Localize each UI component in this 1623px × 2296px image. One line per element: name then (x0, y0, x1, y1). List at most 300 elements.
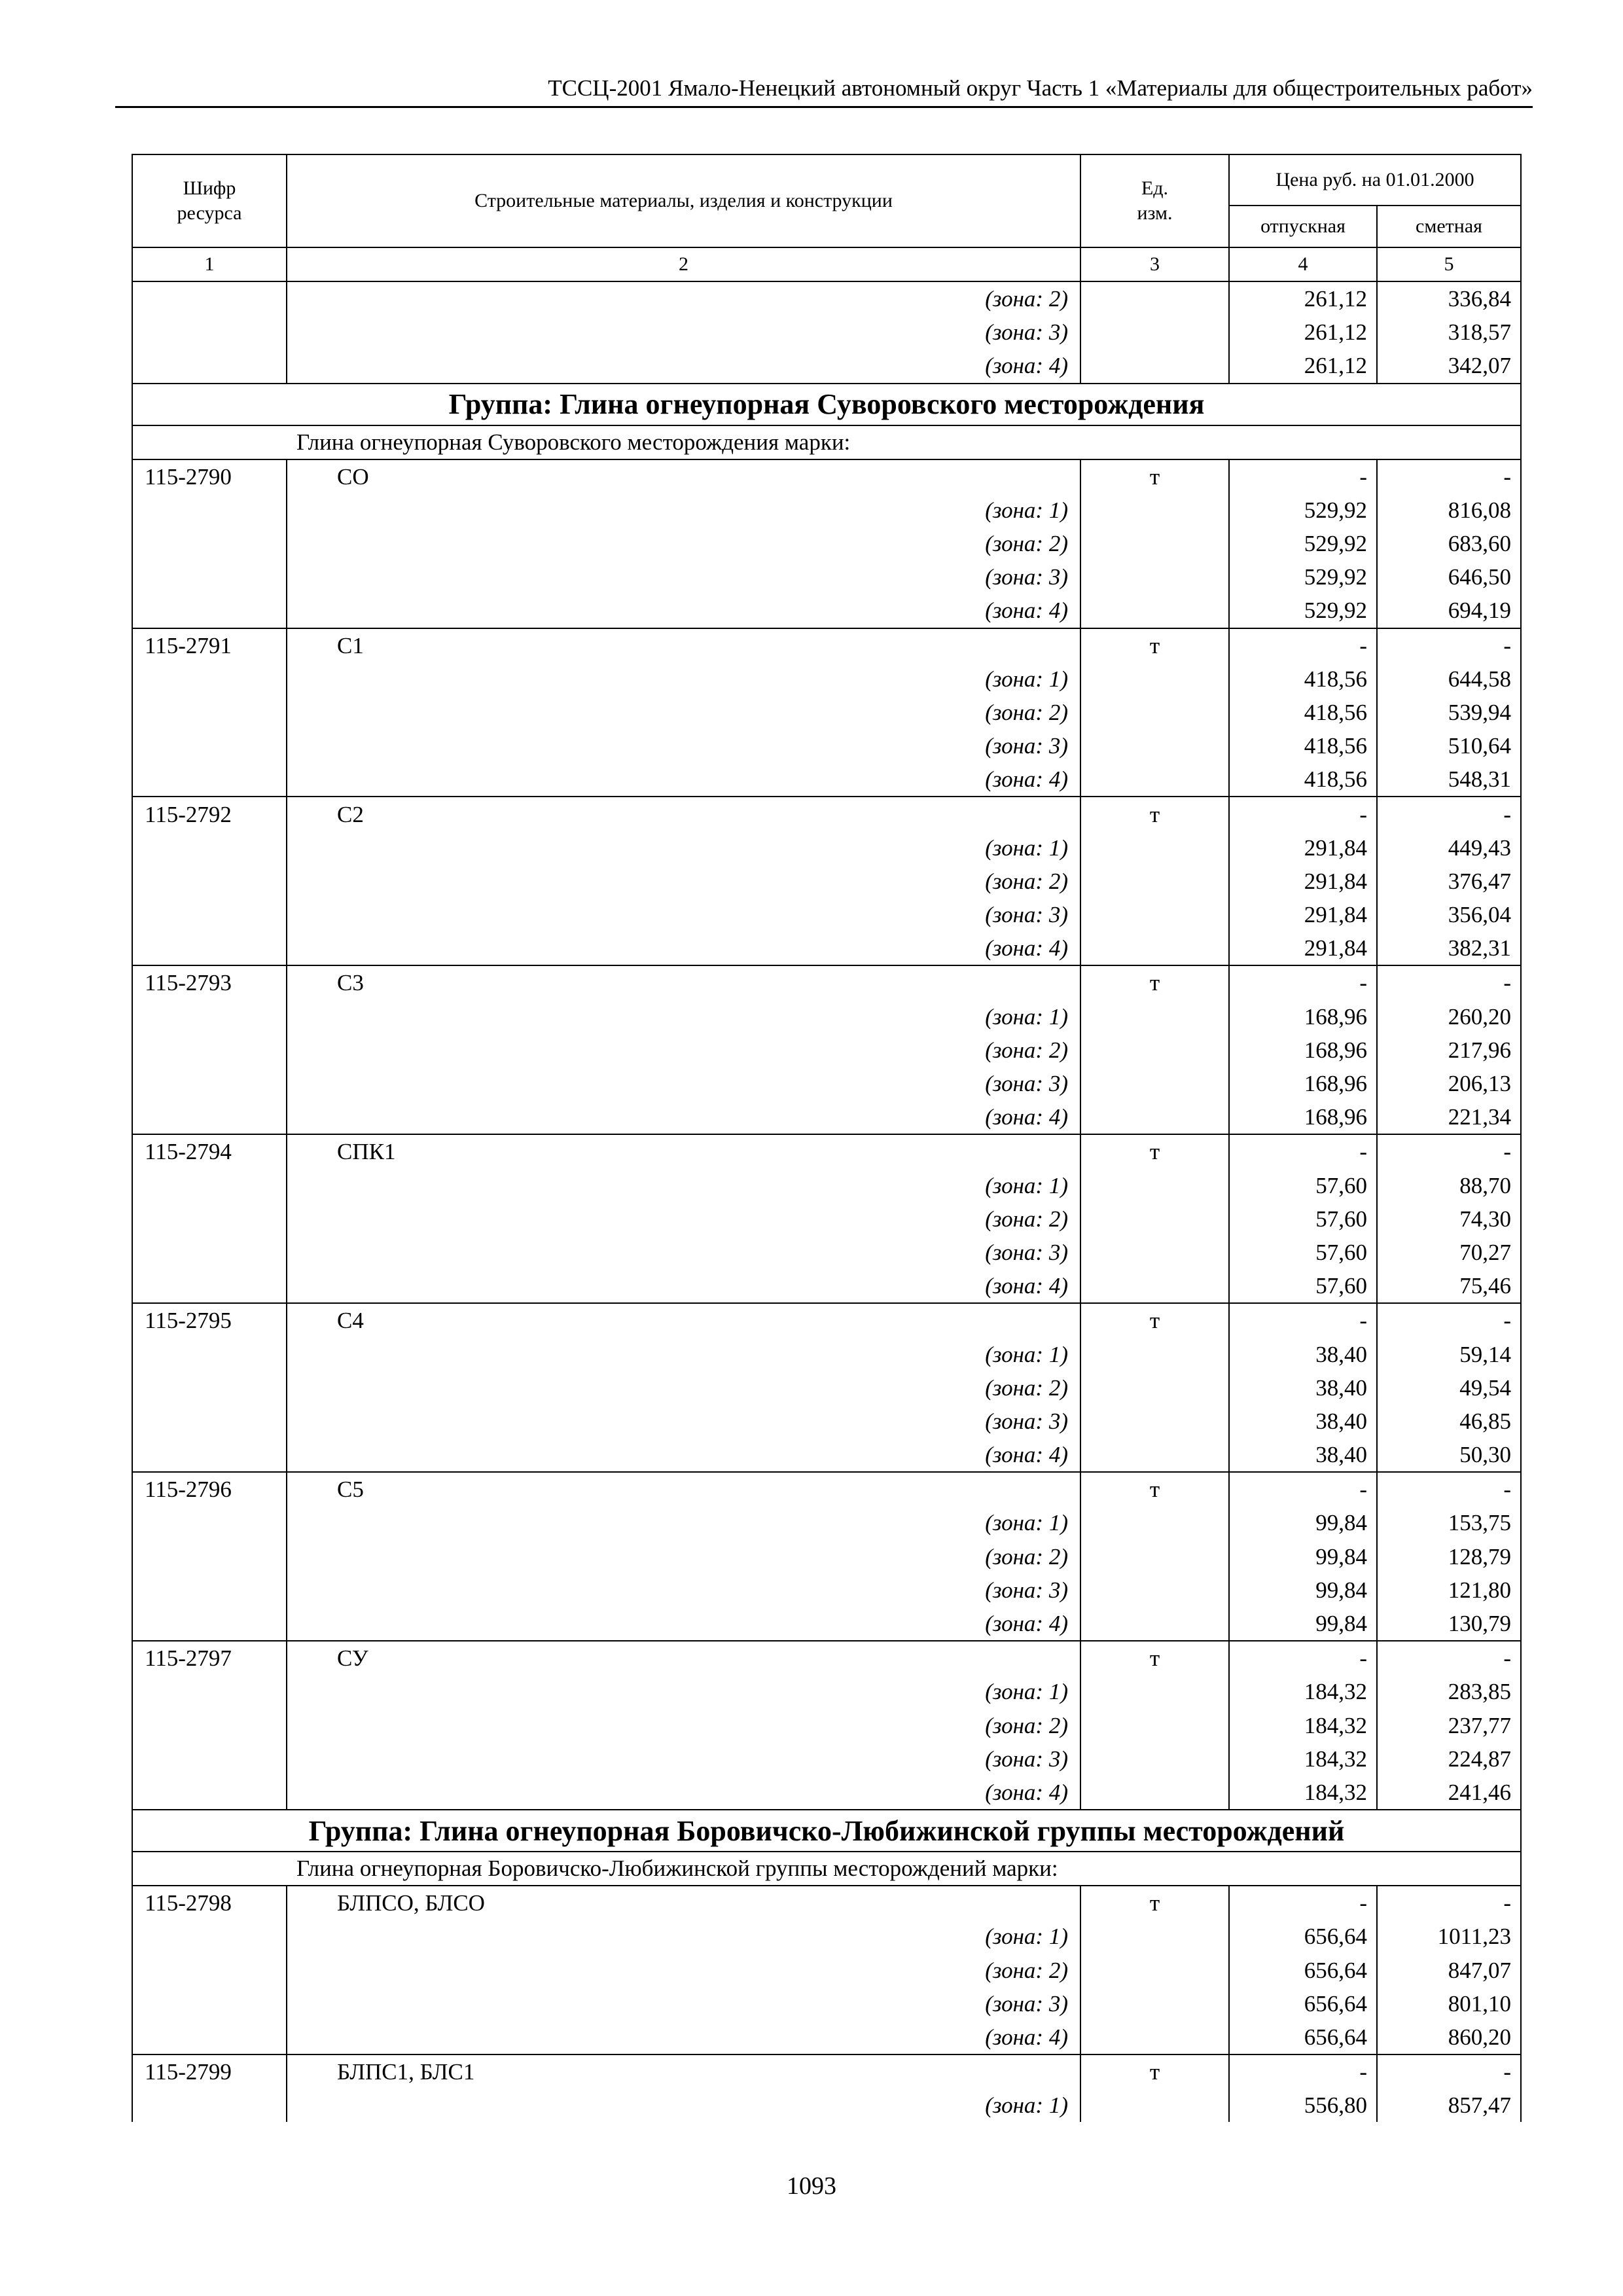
resource-name: БЛПСО, БЛСО (287, 1886, 1080, 1920)
estimate-price: - (1377, 1303, 1521, 1337)
estimate-price: 74,30 (1377, 1202, 1521, 1236)
header-price: Цена руб. на 01.01.2000 (1229, 154, 1521, 206)
header-code: Шифр ресурса (132, 154, 287, 247)
zone-price-row (132, 662, 1521, 696)
zone-price-row (132, 1067, 1521, 1100)
estimate-price: 336,84 (1377, 281, 1521, 315)
release-price: - (1229, 628, 1377, 662)
release-price: - (1229, 965, 1377, 999)
estimate-price: - (1377, 1472, 1521, 1506)
resource-code-empty (132, 1269, 287, 1303)
unit-empty (1080, 1709, 1229, 1742)
unit-empty (1080, 594, 1229, 628)
unit-empty (1080, 2089, 1229, 2122)
zone-price-row (132, 762, 1521, 797)
zone-label: (зона: 1) (287, 1000, 1080, 1033)
zone-label: (зона: 2) (287, 865, 1080, 898)
estimate-price: 237,77 (1377, 1709, 1521, 1742)
zone-label: (зона: 2) (287, 527, 1080, 560)
zone-price-row (132, 1100, 1521, 1134)
estimate-price: 70,27 (1377, 1236, 1521, 1269)
release-price: 38,40 (1229, 1405, 1377, 1438)
resource-code-empty (132, 1438, 287, 1472)
header-name: Строительные материалы, изделия и конструкции (287, 154, 1080, 247)
group-heading: Группа: Глина огнеупорная Боровичско-Любижинской группы месторождений (132, 1810, 1521, 1852)
estimate-price: 260,20 (1377, 1000, 1521, 1033)
resource-code-empty (132, 1573, 287, 1607)
zone-label: (зона: 3) (287, 1987, 1080, 2020)
resource-code-empty (132, 1920, 287, 1953)
release-price: - (1229, 1303, 1377, 1337)
column-numbers-row (132, 247, 1521, 281)
unit-empty (1080, 1438, 1229, 1472)
zone-label: (зона: 3) (287, 1742, 1080, 1776)
zone-price-row (132, 2020, 1521, 2054)
zone-label: (зона: 4) (287, 1100, 1080, 1134)
resource-code-empty (132, 493, 287, 527)
release-price: - (1229, 1134, 1377, 1168)
resource-name: С5 (287, 1472, 1080, 1506)
unit-empty (1080, 1776, 1229, 1810)
zone-label: (зона: 1) (287, 2089, 1080, 2122)
unit-empty (1080, 1236, 1229, 1269)
column-number: 2 (287, 247, 1080, 281)
subgroup-heading-row (132, 425, 1521, 459)
resource-code-empty (132, 1742, 287, 1776)
zone-label: (зона: 4) (287, 349, 1080, 383)
release-price: - (1229, 2054, 1377, 2089)
estimate-price: 1011,23 (1377, 1920, 1521, 1953)
resource-code-empty (132, 281, 287, 315)
resource-code-empty (132, 1607, 287, 1641)
release-price: 418,56 (1229, 696, 1377, 729)
subgroup-heading: Глина огнеупорная Боровичско-Любижинской группы месторождений марки: (132, 1852, 1521, 1886)
zone-price-row (132, 1438, 1521, 1472)
zone-price-row (132, 2089, 1521, 2122)
resource-code: 115-2798 (132, 1886, 287, 1920)
zone-label: (зона: 1) (287, 831, 1080, 865)
release-price: 529,92 (1229, 493, 1377, 527)
zone-label: (зона: 4) (287, 1438, 1080, 1472)
unit-empty (1080, 1371, 1229, 1405)
zone-label: (зона: 1) (287, 1506, 1080, 1539)
estimate-price: 128,79 (1377, 1540, 1521, 1573)
estimate-price: 644,58 (1377, 662, 1521, 696)
release-price: 418,56 (1229, 729, 1377, 762)
release-price: 99,84 (1229, 1540, 1377, 1573)
release-price: 168,96 (1229, 1100, 1377, 1134)
zone-label: (зона: 4) (287, 1269, 1080, 1303)
estimate-price: 46,85 (1377, 1405, 1521, 1438)
zone-price-row (132, 1776, 1521, 1810)
release-price: 656,64 (1229, 1987, 1377, 2020)
zone-price-row (132, 1742, 1521, 1776)
estimate-price: 382,31 (1377, 931, 1521, 965)
zone-price-row (132, 349, 1521, 383)
zone-label: (зона: 1) (287, 493, 1080, 527)
zone-label: (зона: 3) (287, 729, 1080, 762)
zone-label: (зона: 4) (287, 594, 1080, 628)
unit-empty (1080, 1742, 1229, 1776)
unit-empty (1080, 729, 1229, 762)
estimate-price: 121,80 (1377, 1573, 1521, 1607)
estimate-price: 683,60 (1377, 527, 1521, 560)
zone-price-row (132, 1337, 1521, 1371)
estimate-price: 49,54 (1377, 1371, 1521, 1405)
release-price: 261,12 (1229, 281, 1377, 315)
resource-code-empty (132, 762, 287, 797)
zone-price-row (132, 493, 1521, 527)
zone-price-row (132, 1000, 1521, 1033)
estimate-price: 59,14 (1377, 1337, 1521, 1371)
page-number: 1093 (787, 2172, 836, 2200)
header-release-price: отпускная (1229, 206, 1377, 247)
unit-empty (1080, 1269, 1229, 1303)
estimate-price: 75,46 (1377, 1269, 1521, 1303)
unit-empty (1080, 1337, 1229, 1371)
estimate-price: 50,30 (1377, 1438, 1521, 1472)
zone-price-row (132, 1169, 1521, 1202)
zone-price-row (132, 560, 1521, 594)
release-price: 656,64 (1229, 1953, 1377, 1986)
resource-code-empty (132, 1100, 287, 1134)
estimate-price: - (1377, 1134, 1521, 1168)
release-price: 261,12 (1229, 349, 1377, 383)
release-price: - (1229, 1641, 1377, 1675)
estimate-price: 816,08 (1377, 493, 1521, 527)
estimate-price: 153,75 (1377, 1506, 1521, 1539)
resource-code-empty (132, 1776, 287, 1810)
resource-code: 115-2794 (132, 1134, 287, 1168)
unit-empty (1080, 493, 1229, 527)
zone-label: (зона: 2) (287, 1371, 1080, 1405)
resource-code-empty (132, 1000, 287, 1033)
release-price: 168,96 (1229, 1000, 1377, 1033)
price-table (132, 154, 1522, 2122)
zone-price-row (132, 527, 1521, 560)
column-number: 3 (1080, 247, 1229, 281)
estimate-price: 206,13 (1377, 1067, 1521, 1100)
zone-price-row (132, 898, 1521, 931)
estimate-price: 449,43 (1377, 831, 1521, 865)
header-row (132, 154, 1521, 206)
resource-code-empty (132, 1337, 287, 1371)
resource-name: С3 (287, 965, 1080, 999)
group-heading-row (132, 384, 1521, 425)
unit-empty (1080, 1000, 1229, 1033)
column-number: 4 (1229, 247, 1377, 281)
estimate-price: - (1377, 628, 1521, 662)
resource-name: СО (287, 459, 1080, 493)
release-price: 556,80 (1229, 2089, 1377, 2122)
unit-empty (1080, 1067, 1229, 1100)
unit-empty (1080, 1506, 1229, 1539)
release-price: 291,84 (1229, 931, 1377, 965)
zone-label: (зона: 4) (287, 931, 1080, 965)
price-table-body (132, 154, 1521, 2122)
release-price: 656,64 (1229, 2020, 1377, 2054)
unit-empty (1080, 2020, 1229, 2054)
zone-price-row (132, 1709, 1521, 1742)
resource-code-empty (132, 1067, 287, 1100)
unit-of-measure: т (1080, 965, 1229, 999)
unit-empty (1080, 315, 1229, 349)
release-price: - (1229, 797, 1377, 831)
unit-of-measure: т (1080, 1134, 1229, 1168)
resource-row (132, 1472, 1521, 1506)
release-price: - (1229, 1886, 1377, 1920)
resource-code-empty (132, 1675, 287, 1708)
unit-of-measure: т (1080, 797, 1229, 831)
zone-label: (зона: 2) (287, 1540, 1080, 1573)
zone-price-row (132, 1987, 1521, 2020)
resource-name: БЛПС1, БЛС1 (287, 2054, 1080, 2089)
resource-name: С4 (287, 1303, 1080, 1337)
estimate-price: 283,85 (1377, 1675, 1521, 1708)
resource-code: 115-2796 (132, 1472, 287, 1506)
release-price: 38,40 (1229, 1438, 1377, 1472)
zone-label: (зона: 3) (287, 1573, 1080, 1607)
column-number: 1 (132, 247, 287, 281)
zone-label: (зона: 3) (287, 898, 1080, 931)
release-price: 168,96 (1229, 1033, 1377, 1067)
zone-price-row (132, 1405, 1521, 1438)
unit-empty (1080, 865, 1229, 898)
resource-code: 115-2792 (132, 797, 287, 831)
estimate-price: - (1377, 2054, 1521, 2089)
zone-label: (зона: 3) (287, 1067, 1080, 1100)
release-price: 184,32 (1229, 1776, 1377, 1810)
estimate-price: - (1377, 459, 1521, 493)
unit-empty (1080, 349, 1229, 383)
estimate-price: 130,79 (1377, 1607, 1521, 1641)
resource-code: 115-2795 (132, 1303, 287, 1337)
unit-empty (1080, 898, 1229, 931)
unit-empty (1080, 831, 1229, 865)
resource-code-empty (132, 1236, 287, 1269)
resource-code-empty (132, 1371, 287, 1405)
unit-empty (1080, 1169, 1229, 1202)
zone-label: (зона: 4) (287, 1776, 1080, 1810)
unit-empty (1080, 1953, 1229, 1986)
release-price: 418,56 (1229, 762, 1377, 797)
resource-row (132, 2054, 1521, 2089)
resource-code-empty (132, 2089, 287, 2122)
release-price: 99,84 (1229, 1506, 1377, 1539)
zone-label: (зона: 2) (287, 1033, 1080, 1067)
resource-code: 115-2799 (132, 2054, 287, 2089)
unit-empty (1080, 1920, 1229, 1953)
zone-price-row (132, 729, 1521, 762)
resource-code-empty (132, 1987, 287, 2020)
zone-price-row (132, 1236, 1521, 1269)
group-heading: Группа: Глина огнеупорная Суворовского месторождения (132, 384, 1521, 425)
resource-row (132, 1886, 1521, 1920)
release-price: 291,84 (1229, 865, 1377, 898)
zone-price-row (132, 1953, 1521, 1986)
unit-of-measure: т (1080, 1303, 1229, 1337)
release-price: 99,84 (1229, 1573, 1377, 1607)
zone-label: (зона: 3) (287, 1236, 1080, 1269)
estimate-price: 241,46 (1377, 1776, 1521, 1810)
release-price: 261,12 (1229, 315, 1377, 349)
resource-name: С2 (287, 797, 1080, 831)
estimate-price: 318,57 (1377, 315, 1521, 349)
release-price: 168,96 (1229, 1067, 1377, 1100)
estimate-price: - (1377, 1886, 1521, 1920)
resource-code-empty (132, 931, 287, 965)
estimate-price: 342,07 (1377, 349, 1521, 383)
subgroup-heading-row (132, 1852, 1521, 1886)
zone-price-row (132, 1371, 1521, 1405)
zone-price-row (132, 1202, 1521, 1236)
estimate-price: 217,96 (1377, 1033, 1521, 1067)
resource-code-empty (132, 527, 287, 560)
estimate-price: - (1377, 797, 1521, 831)
resource-row (132, 797, 1521, 831)
zone-price-row (132, 1540, 1521, 1573)
zone-label: (зона: 1) (287, 662, 1080, 696)
header-estimate-price: сметная (1377, 206, 1521, 247)
resource-code: 115-2790 (132, 459, 287, 493)
group-heading-row (132, 1810, 1521, 1852)
release-price: 656,64 (1229, 1920, 1377, 1953)
resource-code-empty (132, 1709, 287, 1742)
zone-label: (зона: 2) (287, 1202, 1080, 1236)
release-price: 57,60 (1229, 1169, 1377, 1202)
unit-empty (1080, 1675, 1229, 1708)
resource-row (132, 1641, 1521, 1675)
resource-code-empty (132, 1405, 287, 1438)
zone-label: (зона: 1) (287, 1169, 1080, 1202)
release-price: 99,84 (1229, 1607, 1377, 1641)
zone-price-row (132, 315, 1521, 349)
resource-code-empty (132, 696, 287, 729)
estimate-price: 224,87 (1377, 1742, 1521, 1776)
zone-label: (зона: 1) (287, 1675, 1080, 1708)
zone-price-row (132, 594, 1521, 628)
unit-empty (1080, 662, 1229, 696)
zone-label: (зона: 1) (287, 1337, 1080, 1371)
resource-code-empty (132, 865, 287, 898)
estimate-price: 376,47 (1377, 865, 1521, 898)
unit-of-measure: т (1080, 1472, 1229, 1506)
release-price: 529,92 (1229, 560, 1377, 594)
unit-of-measure: т (1080, 628, 1229, 662)
zone-label: (зона: 4) (287, 762, 1080, 797)
estimate-price: 860,20 (1377, 2020, 1521, 2054)
estimate-price: - (1377, 1641, 1521, 1675)
resource-code: 115-2797 (132, 1641, 287, 1675)
unit-of-measure: т (1080, 1886, 1229, 1920)
release-price: 418,56 (1229, 662, 1377, 696)
resource-code-empty (132, 898, 287, 931)
resource-code-empty (132, 1953, 287, 1986)
estimate-price: 857,47 (1377, 2089, 1521, 2122)
release-price: 291,84 (1229, 831, 1377, 865)
zone-price-row (132, 1920, 1521, 1953)
zone-price-row (132, 1675, 1521, 1708)
zone-label: (зона: 3) (287, 1405, 1080, 1438)
unit-empty (1080, 762, 1229, 797)
release-price: 529,92 (1229, 594, 1377, 628)
subgroup-heading: Глина огнеупорная Суворовского месторождения марки: (132, 425, 1521, 459)
zone-price-row (132, 1269, 1521, 1303)
resource-code-empty (132, 1169, 287, 1202)
resource-code-empty (132, 662, 287, 696)
resource-code-empty (132, 1506, 287, 1539)
estimate-price: 694,19 (1377, 594, 1521, 628)
resource-code-empty (132, 1540, 287, 1573)
zone-label: (зона: 2) (287, 1709, 1080, 1742)
unit-empty (1080, 527, 1229, 560)
release-price: 529,92 (1229, 527, 1377, 560)
unit-empty (1080, 1987, 1229, 2020)
zone-price-row (132, 1607, 1521, 1641)
zone-price-row (132, 1573, 1521, 1607)
release-price: 57,60 (1229, 1269, 1377, 1303)
zone-price-row (132, 831, 1521, 865)
unit-empty (1080, 1607, 1229, 1641)
unit-empty (1080, 1100, 1229, 1134)
zone-price-row (132, 931, 1521, 965)
estimate-price: 88,70 (1377, 1169, 1521, 1202)
resource-row (132, 965, 1521, 999)
zone-price-row (132, 865, 1521, 898)
resource-code-empty (132, 594, 287, 628)
release-price: 38,40 (1229, 1337, 1377, 1371)
resource-name: СПК1 (287, 1134, 1080, 1168)
estimate-price: 646,50 (1377, 560, 1521, 594)
resource-row (132, 1134, 1521, 1168)
resource-name: СУ (287, 1641, 1080, 1675)
release-price: - (1229, 459, 1377, 493)
estimate-price: 801,10 (1377, 1987, 1521, 2020)
estimate-price: 510,64 (1377, 729, 1521, 762)
unit-empty (1080, 281, 1229, 315)
unit-empty (1080, 1405, 1229, 1438)
release-price: 184,32 (1229, 1742, 1377, 1776)
zone-label: (зона: 2) (287, 281, 1080, 315)
unit-of-measure: т (1080, 459, 1229, 493)
zone-label: (зона: 3) (287, 560, 1080, 594)
zone-label: (зона: 4) (287, 2020, 1080, 2054)
release-price: 291,84 (1229, 898, 1377, 931)
unit-empty (1080, 560, 1229, 594)
zone-price-row (132, 281, 1521, 315)
zone-label: (зона: 4) (287, 1607, 1080, 1641)
release-price: 184,32 (1229, 1675, 1377, 1708)
resource-code: 115-2793 (132, 965, 287, 999)
zone-price-row (132, 1033, 1521, 1067)
resource-code-empty (132, 560, 287, 594)
estimate-price: 221,34 (1377, 1100, 1521, 1134)
unit-empty (1080, 1033, 1229, 1067)
zone-label: (зона: 3) (287, 315, 1080, 349)
unit-of-measure: т (1080, 1641, 1229, 1675)
release-price: 38,40 (1229, 1371, 1377, 1405)
resource-code-empty (132, 1033, 287, 1067)
zone-price-row (132, 696, 1521, 729)
unit-empty (1080, 1573, 1229, 1607)
zone-label: (зона: 2) (287, 1953, 1080, 1986)
resource-row (132, 1303, 1521, 1337)
zone-label: (зона: 1) (287, 1920, 1080, 1953)
running-head: ТССЦ-2001 Ямало-Ненецкий автономный округ Часть 1 «Материалы для общестроительных работ» (115, 73, 1533, 108)
release-price: 57,60 (1229, 1202, 1377, 1236)
resource-code-empty (132, 831, 287, 865)
estimate-price: 548,31 (1377, 762, 1521, 797)
